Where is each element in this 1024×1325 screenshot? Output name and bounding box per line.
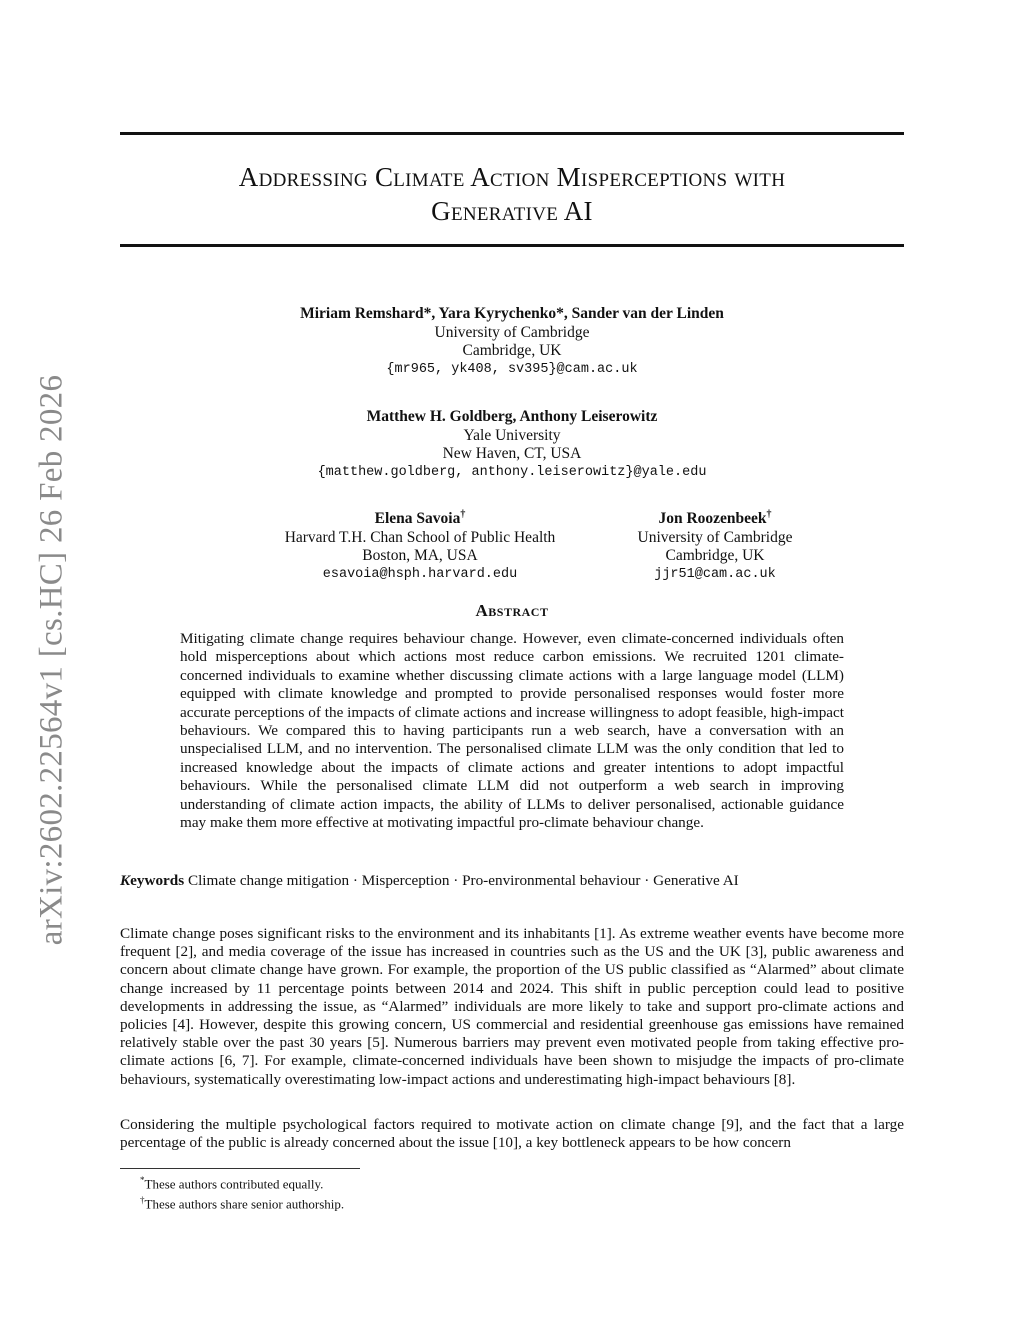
abstract-heading: Abstract bbox=[475, 601, 549, 620]
body-paragraph-2: Considering the multiple psychological factors required to motivate action on climate change [9], and the fact that a large percentage of the public is already concerned about the issue [10], a key bottleneck appears to be how concern bbox=[120, 1116, 904, 1152]
keywords-label-rest: eywords bbox=[130, 872, 185, 889]
author-name-row bbox=[560, 510, 870, 529]
abstract-text: Mitigating climate change requires behaviour change. However, even climate-concerned individuals often hold misperceptions about which actions most reduce carbon emissions. We recruited 1201 climate-concerned individuals to examine whether discussing climate actions with a large language model (LLM) equipped with climate knowledge and prompted to provide personalised responses would foster more accurate perceptions of the impacts of climate actions and increase willingness to adopt feasible, high-impact behaviours. We compared this to having participants run a web search, have a conversation with an unspecialised LLM, and no intervention. The personalised climate LLM was the only condition that led to increased knowledge about the impacts of climate actions and greater intentions to adopt impactful behaviours. While the personalised climate LLM did not outperform a web search in improving understanding of climate action impacts, the ability of LLMs to deliver personalised, actionable guidance may make them more effective at motivating impactful pro-climate behaviour change. bbox=[180, 630, 844, 832]
author-location: Cambridge, UK bbox=[665, 547, 765, 564]
author-mark: † bbox=[766, 508, 772, 520]
author-location: New Haven, CT, USA bbox=[442, 445, 582, 462]
title-bottom-rule bbox=[120, 244, 904, 247]
author-email: {mr965, yk408, sv395}@cam.ac.uk bbox=[386, 361, 638, 377]
paper-title bbox=[120, 160, 904, 228]
keywords-line bbox=[120, 872, 904, 890]
author-email: {matthew.goldberg, anthony.leiserowitz}@yale.edu bbox=[317, 464, 707, 480]
author-names: Matthew H. Goldberg, Anthony Leiserowitz bbox=[366, 408, 658, 425]
title-top-rule bbox=[120, 132, 904, 135]
author-names: Elena Savoia bbox=[374, 510, 461, 527]
author-location: Boston, MA, USA bbox=[362, 547, 478, 564]
footnote-star-mark: * bbox=[140, 1175, 145, 1185]
keywords-label-initial: K bbox=[120, 872, 131, 889]
author-affiliation: University of Cambridge bbox=[637, 528, 793, 546]
footnote-equal-contribution bbox=[140, 1172, 740, 1192]
footnotes bbox=[140, 1172, 740, 1213]
author-email: jjr51@cam.ac.uk bbox=[654, 566, 776, 582]
author-names: Jon Roozenbeek bbox=[658, 510, 767, 527]
footnote-dagger-text: These authors share senior authorship. bbox=[144, 1196, 345, 1212]
author-location: Cambridge, UK bbox=[462, 342, 562, 359]
author-affiliation: Yale University bbox=[463, 426, 561, 444]
author-email: esavoia@hsph.harvard.edu bbox=[322, 566, 518, 582]
author-names: Miriam Remshard*, Yara Kyrychenko*, Sander van der Linden bbox=[300, 305, 724, 322]
footnote-dagger-mark: † bbox=[140, 1195, 145, 1206]
title-line-1: Addressing Climate Action Misperceptions with bbox=[238, 162, 786, 192]
footnote-rule bbox=[120, 1168, 360, 1169]
author-affiliation: University of Cambridge bbox=[434, 323, 590, 341]
author-mark: † bbox=[460, 508, 466, 520]
author-group-cambridge bbox=[220, 305, 804, 379]
body-paragraph-1: Climate change poses significant risks to the environment and its inhabitants [1]. As extreme weather events have become more frequent [2], and media coverage of the issue has increased in countries such as the US and the UK [3], public awareness and concern about climate change have grown. For example, the proportion of the US public classified as “Alarmed” about climate change increased by 11 percentage points between 2014 and 2024. This shift in public perception could lead to positive developments in addressing the issue, as “Alarmed” individuals are more likely to take and support pro-climate actions and policies [4]. However, despite this growing concern, US commercial and residential greenhouse gas emissions have remained relatively stable over the past 30 years [5]. Numerous barriers may prevent even motivated people from taking effective pro-climate actions [6, 7]. For example, climate-concerned individuals have been shown to misjudge the impacts of pro-climate behaviours, systematically overestimating low-impact actions and underestimating high-impact behaviours [8]. bbox=[120, 925, 904, 1088]
title-line-2: Generative AI bbox=[431, 196, 593, 226]
keywords-list: Climate change mitigation · Misperception · Pro-environmental behaviour · Generative AI bbox=[187, 872, 739, 889]
author-group-yale bbox=[220, 408, 804, 482]
arxiv-sidebar-stamp: arXiv:2602.22564v1 [cs.HC] 26 Feb 2026 bbox=[33, 374, 70, 946]
footnote-star-text: These authors contributed equally. bbox=[144, 1176, 324, 1192]
keywords-label bbox=[120, 872, 184, 889]
footnote-senior-authorship bbox=[140, 1192, 740, 1212]
author-group-cambridge-senior bbox=[560, 510, 870, 584]
author-affiliation: Harvard T.H. Chan School of Public Health bbox=[284, 528, 556, 546]
